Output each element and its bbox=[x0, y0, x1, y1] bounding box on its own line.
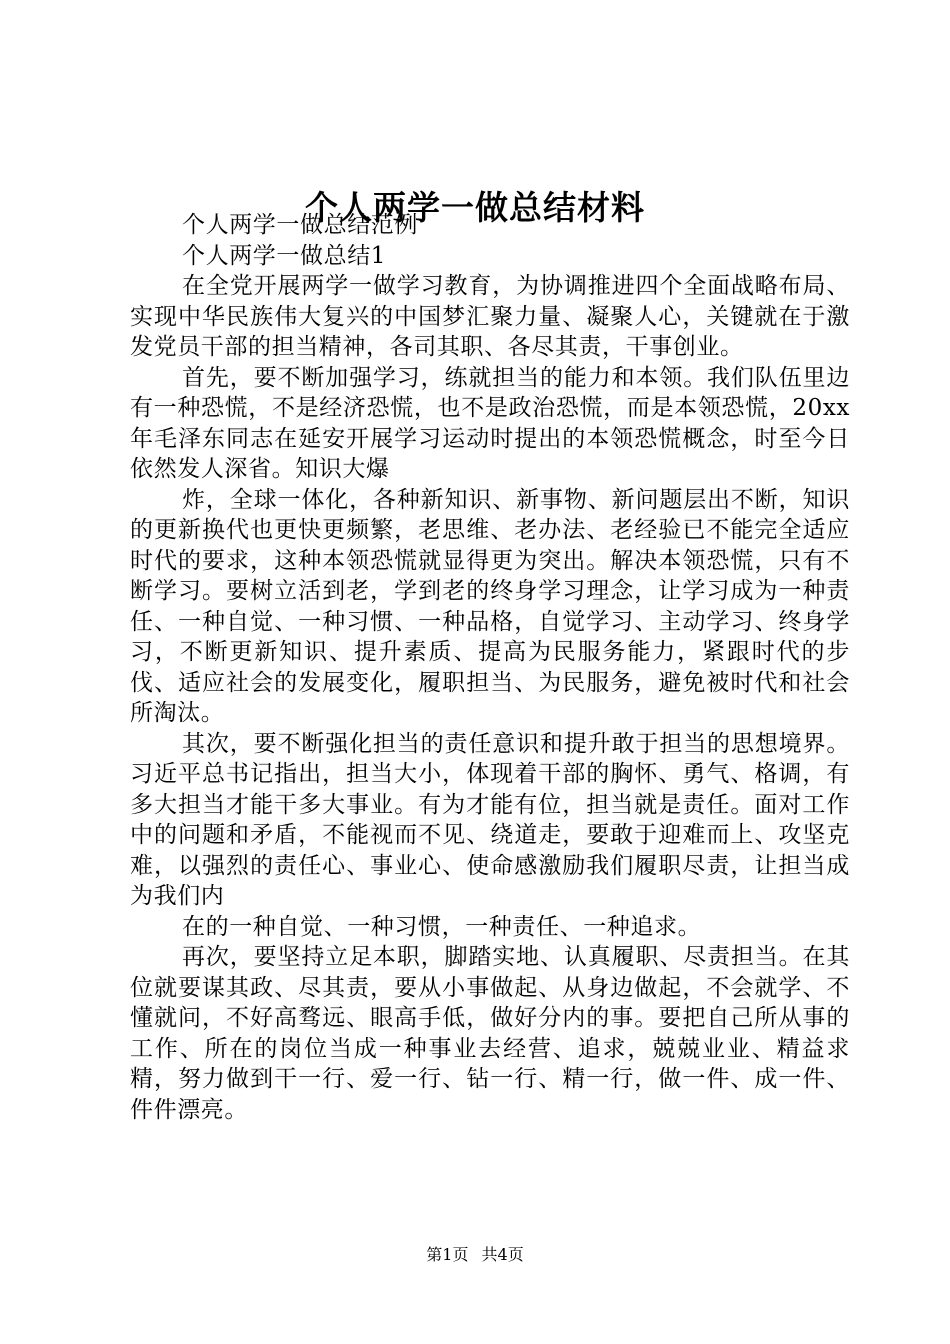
paragraph-subtitle: 个人两学一做总结范例 bbox=[182, 212, 418, 238]
paragraph-third-point: 再次，要坚持立足本职，脚踏实地、认真履职、尽责担当。在其位就要谋其政、尽其责，要从小事做起、从身边做起，不会就学、不懂就问，不好高骛远、眼高手低，做好分内的事。要把自己所从事的工作、所在的岗位当成一种事业去经营、追求，兢兢业业、精益求精，努力做到干一行、爱一行、钻一行、精一行，做一件、成一件、件件漂亮。 bbox=[130, 944, 850, 1123]
document-body bbox=[130, 210, 850, 1125]
document-title: 个人两学一做总结材料 bbox=[305, 188, 645, 227]
page-total: 共4页 bbox=[481, 1245, 524, 1264]
paragraph-first-point-continued: 炸，全球一体化，各种新知识、新事物、新问题层出不断，知识的更新换代也更快更频繁，老思维、老办法、老经验已不能完全适应时代的要求，这种本领恐慌就显得更为突出。解决本领恐慌，只有不断学习。要树立活到老，学到老的终身学习理念，让学习成为一种责任、一种自觉、一种习惯、一种品格，自觉学习、主动学习、终身学习，不断更新知识、提升素质、提高为民服务能力，紧跟时代的步伐、适应社会的发展变化，履职担当、为民服务，避免被时代和社会所淘汰。 bbox=[130, 486, 850, 726]
page-number: 第1页 bbox=[426, 1245, 469, 1264]
paragraph-first-point: 首先，要不断加强学习，练就担当的能力和本领。我们队伍里边有一种恐慌，不是经济恐慌，也不是政治恐慌，而是本领恐慌，20xx年毛泽东同志在延安开展学习运动时提出的本领恐慌概念，时至今日依然发人深省。知识大爆 bbox=[130, 364, 850, 482]
paragraph-second-point-continued: 在的一种自觉、一种习惯，一种责任、一种追求。 bbox=[182, 913, 702, 940]
paragraph-section-heading: 个人两学一做总结1 bbox=[182, 242, 387, 269]
paragraph-intro: 在全党开展两学一做学习教育，为协调推进四个全面战略布局、实现中华民族伟大复兴的中国梦汇聚力量、凝聚人心，关键就在于激发党员干部的担当精神，各司其职、各尽其责，干事创业。 bbox=[130, 273, 850, 360]
paragraph-second-point: 其次，要不断强化担当的责任意识和提升敢于担当的思想境界。习近平总书记指出，担当大小，体现着干部的胸怀、勇气、格调，有多大担当才能干多大事业。有为才能有位，担当就是责任。面对工作中的问题和矛盾，不能视而不见、绕道走，要敢于迎难而上、攻坚克难，以强烈的责任心、事业心、使命感激励我们履职尽责，让担当成为我们内 bbox=[130, 730, 850, 909]
page-footer bbox=[0, 1244, 950, 1266]
